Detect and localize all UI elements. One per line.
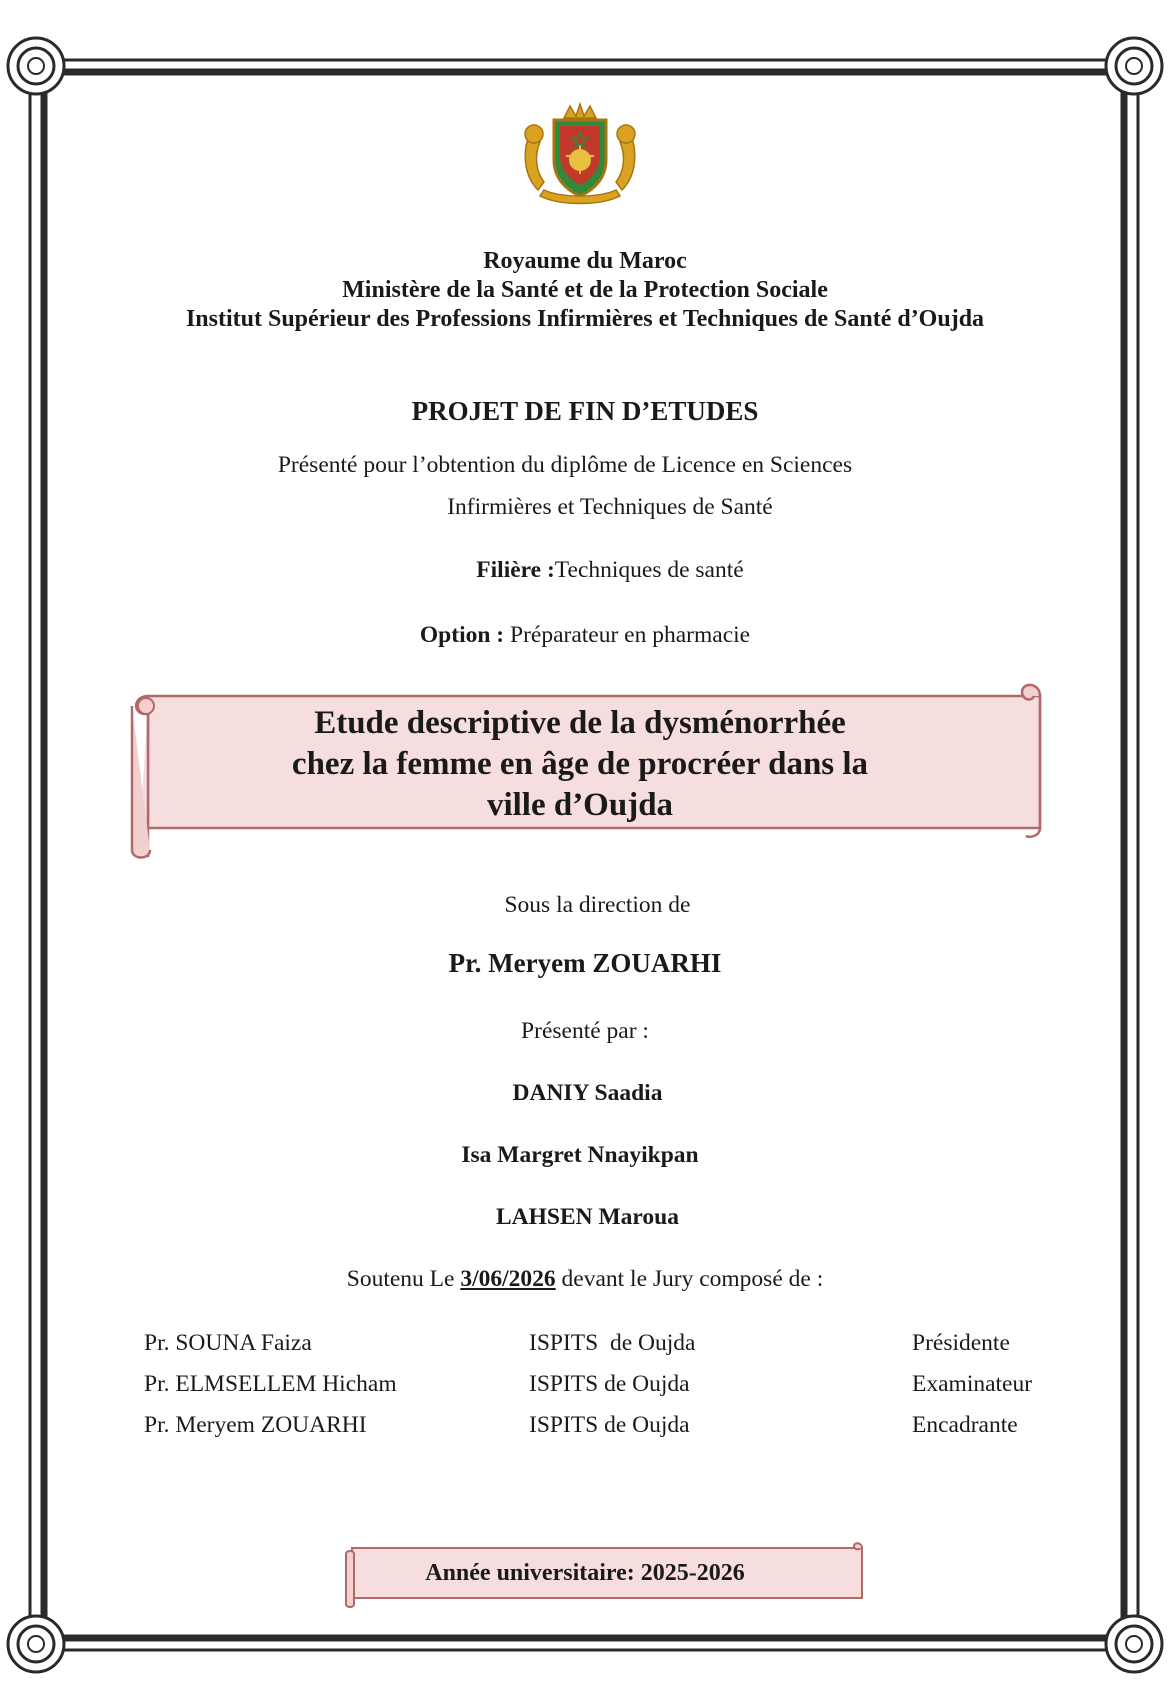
jury-member-role: Examinateur: [912, 1371, 1033, 1397]
jury-member-institution: ISPITS de Oujda: [529, 1371, 690, 1397]
jury-member-name: Pr. SOUNA Faiza: [144, 1330, 312, 1356]
jury-row: [144, 1412, 1044, 1453]
student-name: Isa Margret Nnayikpan: [461, 1142, 699, 1168]
defense-suffix: devant le Jury composé de :: [555, 1266, 824, 1292]
jury-row: [144, 1371, 1044, 1412]
filiere-value: Techniques de santé: [554, 557, 744, 583]
degree-line-2: Infirmières et Techniques de Santé: [447, 494, 773, 520]
defense-line: [0, 1266, 1170, 1293]
director-name: Pr. Meryem ZOUARHI: [448, 948, 722, 978]
ring-ornament-icon: [1106, 1616, 1162, 1672]
ministry-name: Ministère de la Santé et de la Protection Sociale: [342, 277, 828, 303]
document-heading: PROJET DE FIN D’ETUDES: [411, 396, 759, 426]
option-value: Préparateur en pharmacie: [504, 622, 751, 648]
filiere-label: Filière :: [476, 557, 555, 583]
filiere-line: [0, 557, 1170, 584]
moroccan-coat-of-arms-icon: [520, 98, 640, 210]
thesis-title-line-1: Etude descriptive de la dysménorrhée: [314, 705, 846, 741]
degree-line-1: Présenté pour l’obtention du diplôme de Licence en Sciences: [277, 452, 853, 478]
option-line: [0, 622, 1170, 649]
student-name: LAHSEN Maroua: [495, 1204, 680, 1230]
institute-name: Institut Supérieur des Professions Infirmières et Techniques de Santé d’Oujda: [185, 306, 985, 332]
defense-prefix: Soutenu Le: [346, 1266, 461, 1292]
jury-row: [144, 1330, 1044, 1371]
ring-ornament-icon: [8, 1616, 64, 1672]
option-label: Option :: [419, 622, 505, 648]
ring-ornament-icon: [8, 38, 64, 94]
jury-member-name: Pr. ELMSELLEM Hicham: [144, 1371, 397, 1397]
defense-date: 3/06/2026: [460, 1266, 556, 1292]
thesis-title-line-3: ville d’Oujda: [486, 787, 674, 823]
jury-member-role: Encadrante: [912, 1412, 1018, 1438]
jury-member-role: Présidente: [912, 1330, 1010, 1356]
direction-label: Sous la direction de: [504, 892, 691, 918]
jury-member-institution: ISPITS de Oujda: [529, 1412, 690, 1438]
jury-table: [144, 1330, 1044, 1453]
presented-by-label: Présenté par :: [521, 1018, 649, 1044]
thesis-title-line-2: chez la femme en âge de procréer dans la: [291, 746, 869, 782]
jury-member-name: Pr. Meryem ZOUARHI: [144, 1412, 367, 1438]
country-name: Royaume du Maroc: [483, 248, 687, 274]
student-name: DANIY Saadia: [512, 1080, 663, 1106]
ring-ornament-icon: [1106, 38, 1162, 94]
jury-member-institution: ISPITS de Oujda: [529, 1330, 696, 1356]
thesis-title: [190, 703, 970, 826]
academic-year: Année universitaire: 2025-2026: [425, 1560, 745, 1586]
